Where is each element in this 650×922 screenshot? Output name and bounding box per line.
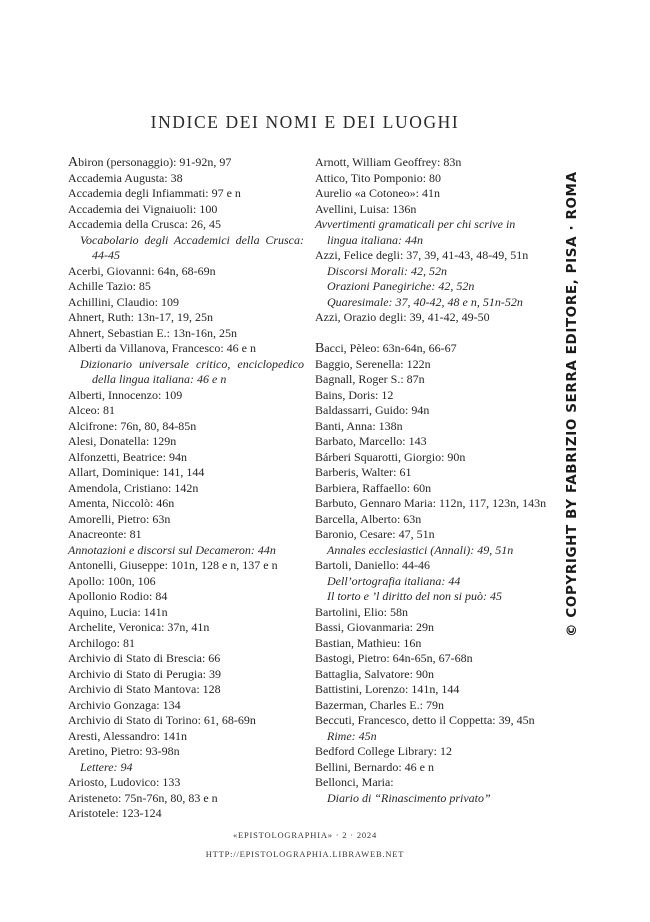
index-entry: Accademia dei Vignaiuoli: 100 — [68, 201, 218, 216]
index-entry: Apollonio Rodio: 84 — [68, 589, 168, 603]
page-title: INDICE DEI NOMI E DEI LUOGHI — [150, 112, 460, 132]
index-entry: Bartoli, Daniello: 44-46 — [315, 558, 430, 572]
index-entry: Achille Tazio: 85 — [68, 279, 151, 293]
index-entry: Archivio di Stato di Perugia: 39 — [68, 666, 221, 681]
index-entry: Bassi, Giovanmaria: 29n — [315, 620, 434, 634]
index-subentry: Annales ecclesiastici (Annali): 49, 51n — [327, 542, 514, 557]
index-entry: Amorelli, Pietro: 63n — [68, 511, 171, 526]
index-entry: Baldassarri, Guido: 94n — [315, 403, 430, 417]
index-column-left — [68, 155, 304, 822]
index-entry: Azzi, Felice degli: 37, 39, 41-43, 48-49, 51n — [315, 248, 529, 262]
index-entry: Ahnert, Sebastian E.: 13n-16n, 25n — [68, 325, 237, 340]
index-entry: Aretino, Pietro: 93-98n — [68, 744, 180, 758]
index-entry: Baggio, Serenella: 122n — [315, 356, 431, 371]
index-entry: Arnott, William Geoffrey: 83n — [315, 155, 462, 169]
index-entry: Archivio di Stato di Torino: 61, 68-69n — [68, 713, 256, 727]
index-subentry: Quaresimale: 37, 40-42, 48 e n, 51n-52n — [327, 294, 523, 309]
index-entry: Bagnall, Roger S.: 87n — [315, 372, 425, 386]
index-entry: Barbato, Marcello: 143 — [315, 434, 427, 448]
index-subentry: Il torto e ’l diritto del non si può: 45 — [327, 589, 502, 603]
index-entry: Bartolini, Elio: 58n — [315, 604, 408, 619]
index-entry: Antonelli, Giuseppe: 101n, 128 e n, 137 e n — [68, 558, 278, 572]
index-entry: Bedford College Library: 12 — [315, 744, 452, 758]
index-entry: Azzi, Orazio degli: 39, 41-42, 49-50 — [315, 310, 490, 324]
index-entry: Amendola, Cristiano: 142n — [68, 480, 199, 495]
index-subentry: Dell’ortografia italiana: 44 — [327, 573, 461, 588]
index-subentry: Discorsi Morali: 42, 52n — [327, 263, 447, 278]
index-entry: Baronio, Cesare: 47, 51n — [315, 527, 435, 541]
index-entry: Ariosto, Ludovico: 133 — [68, 775, 181, 789]
index-entry: Barberis, Walter: 61 — [315, 465, 412, 479]
index-entry: Anacreonte: 81 — [68, 527, 142, 541]
index-entry: Archelite, Veronica: 37n, 41n — [68, 620, 210, 634]
index-entry: Banti, Anna: 138n — [315, 418, 403, 433]
index-entry: Alberti, Innocenzo: 109 — [68, 387, 183, 402]
index-column-right — [315, 155, 547, 806]
index-subentry: Lettere: 94 — [80, 759, 133, 774]
index-entry: Accademia della Crusca: 26, 45 — [68, 217, 221, 231]
index-subentry: Vocabolario degli Accademici della Crusca: 44-45 — [80, 232, 304, 262]
index-entry: Battistini, Lorenzo: 141n, 144 — [315, 682, 460, 696]
index-entry: Avellini, Luisa: 136n — [315, 201, 417, 216]
index-entry: Barbiera, Raffaello: 60n — [315, 480, 432, 495]
index-entry: Annotazioni e discorsi sul Decameron: 44n — [68, 542, 276, 557]
index-entry: Alesi, Donatella: 129n — [68, 434, 177, 448]
index-entry: Aquino, Lucia: 141n — [68, 604, 168, 619]
index-entry: Aresti, Alessandro: 141n — [68, 728, 187, 743]
index-subentry: Rime: 45n — [327, 728, 377, 743]
index-entry: Bastian, Mathieu: 16n — [315, 635, 422, 650]
index-entry: Aristeneto: 75n-76n, 80, 83 e n — [68, 790, 218, 805]
index-entry: Archivio di Stato di Brescia: 66 — [68, 651, 221, 665]
index-entry: Apollo: 100n, 106 — [68, 573, 156, 588]
index-entry: Achillini, Claudio: 109 — [68, 294, 179, 309]
index-entry-text: biron (personaggio): 91-92n, 97 — [78, 155, 232, 169]
index-entry: Barcella, Alberto: 63n — [315, 511, 422, 526]
index-entry: Bárberi Squarotti, Giorgio: 90n — [315, 449, 466, 464]
index-entry: Alceo: 81 — [68, 403, 115, 417]
index-entry: Accademia degli Infiammati: 97 e n — [68, 186, 241, 200]
index-entry: Alcifrone: 76n, 80, 84-85n — [68, 418, 197, 433]
index-entry — [315, 341, 547, 357]
index-entry: Alfonzetti, Beatrice: 94n — [68, 449, 187, 464]
index-entry: Bazerman, Charles E.: 79n — [315, 697, 444, 712]
index-entry: Archilogo: 81 — [68, 635, 135, 650]
index-entry — [68, 155, 304, 171]
index-entry: Bastogi, Pietro: 64n-65n, 67-68n — [315, 651, 473, 665]
index-entry: Aurelio «a Cotoneo»: 41n — [315, 186, 440, 200]
section-initial-letter: A — [68, 155, 79, 170]
index-entry: Bellonci, Maria: — [315, 775, 394, 789]
index-entry: Bains, Doris: 12 — [315, 387, 394, 402]
index-entry: Attico, Tito Pomponio: 80 — [315, 170, 442, 185]
section-gap — [315, 326, 547, 342]
index-entry: Archivio di Stato Mantova: 128 — [68, 682, 221, 696]
index-entry: Accademia Augusta: 38 — [68, 170, 183, 185]
index-subentry: Dizionario universale critico, enciclopedico della lingua italiana: 46 e n — [80, 356, 304, 386]
index-entry: Alberti da Villanova, Francesco: 46 e n — [68, 341, 257, 355]
index-entry: Battaglia, Salvatore: 90n — [315, 666, 434, 681]
index-entry: Acerbi, Giovanni: 64n, 68-69n — [68, 263, 216, 278]
index-entry: Allart, Dominique: 141, 144 — [68, 465, 205, 479]
index-entry: Archivio Gonzaga: 134 — [68, 697, 181, 712]
journal-url: HTTP://EPISTOLOGRAPHIA.LIBRAWEB.NET — [205, 849, 405, 859]
index-entry-text: acci, Pèleo: 63n-64n, 66-67 — [324, 341, 457, 355]
index-entry: Avvertimenti gramaticali per chi scrive in lingua italiana: 44n — [315, 217, 516, 247]
index-entry: Barbuto, Gennaro Maria: 112n, 117, 123n, 143n — [315, 496, 547, 510]
index-entry: Amenta, Niccolò: 46n — [68, 496, 175, 510]
index-entry: Bellini, Bernardo: 46 e n — [315, 759, 434, 774]
index-subentry: Orazioni Panegiriche: 42, 52n — [327, 279, 475, 293]
index-entry: Ahnert, Ruth: 13n-17, 19, 25n — [68, 310, 213, 324]
section-initial-letter: B — [315, 341, 325, 356]
index-entry: Aristotele: 123-124 — [68, 806, 162, 820]
index-subentry: Diario di “Rinascimento privato” — [327, 790, 491, 805]
index-entry: Beccuti, Francesco, detto il Coppetta: 39, 45n — [315, 713, 535, 727]
journal-footer: «EPISTOLOGRAPHIA» · 2 · 2024 — [232, 830, 378, 840]
copyright-notice: © COPYRIGHT BY FABRIZIO SERRA EDITORE, PISA · ROMA — [564, 171, 580, 637]
